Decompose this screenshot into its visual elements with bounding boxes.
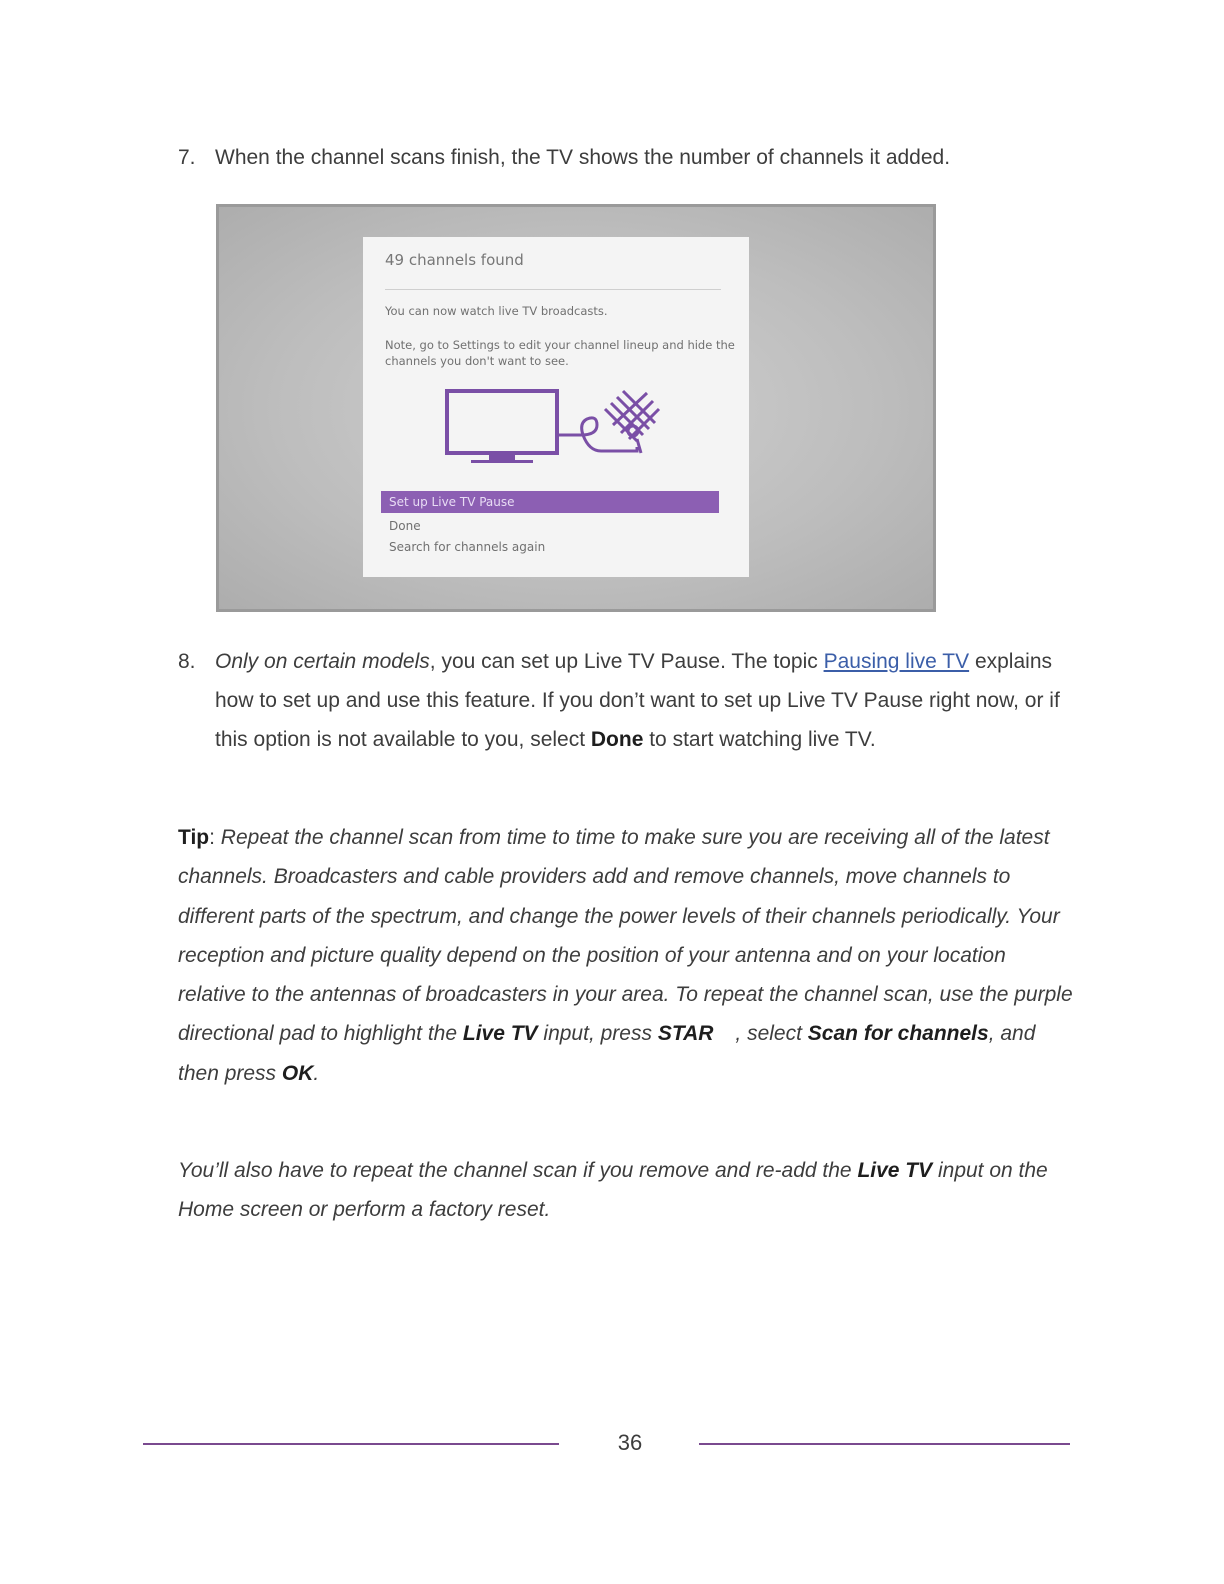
text-segment: You’ll also have to repeat the channel scan if you remove and re-add the xyxy=(178,1159,858,1182)
tip-paragraph xyxy=(178,818,1078,1093)
tv-icon xyxy=(447,391,557,463)
dialog-title: 49 channels found xyxy=(385,251,524,269)
text-segment: , and then press xyxy=(178,1022,1036,1085)
step-text: When the channel scans finish, the TV shows the number of channels it added. xyxy=(215,146,951,169)
ok-bold: OK xyxy=(281,1061,314,1085)
text-segment: , you can set up Live TV Pause. The topic xyxy=(429,650,824,673)
tv-screenshot xyxy=(216,204,936,612)
footer-rule-right xyxy=(699,1443,1070,1445)
pausing-live-tv-link[interactable]: Pausing live TV xyxy=(823,650,970,673)
star-bold: STAR xyxy=(657,1022,714,1046)
text-segment: . xyxy=(313,1061,320,1085)
menu-item-search-for-channels-again[interactable]: Search for channels again xyxy=(389,540,546,554)
live-tv-bold: Live TV xyxy=(857,1159,933,1182)
scan-for-channels-bold: Scan for channels xyxy=(807,1022,989,1046)
step-number: 8. xyxy=(178,650,196,673)
italic-intro: Only on certain models xyxy=(215,650,430,673)
page-number: 36 xyxy=(617,1430,643,1455)
tip-separator: : xyxy=(209,826,221,849)
text-segment: input on the Home screen or perform a factory reset. xyxy=(178,1159,1048,1222)
tv-antenna-illustration xyxy=(441,385,671,471)
channels-found-dialog xyxy=(363,237,749,577)
done-bold: Done xyxy=(590,728,644,751)
live-tv-bold: Live TV xyxy=(462,1022,538,1046)
dialog-note: Note, go to Settings to edit your channel lineup and hide the channels you don't want to see. xyxy=(385,338,735,368)
tip-label: Tip xyxy=(178,826,210,849)
reset-note-paragraph xyxy=(178,1151,1078,1230)
menu-item-done[interactable]: Done xyxy=(389,519,421,533)
step-number: 7. xyxy=(178,146,196,169)
text-segment: explains how to set up and use this feature. If you don’t want to set up Live TV Pause right now, or if this option is not available to you, select xyxy=(215,650,1060,751)
dialog-divider xyxy=(385,289,721,290)
menu-item-set-up-live-tv-pause[interactable]: Set up Live TV Pause xyxy=(381,491,719,513)
step-8 xyxy=(178,642,1078,759)
step-text xyxy=(215,642,1078,759)
text-segment: Repeat the channel scan from time to time to make sure you are receiving all of the latest channels. Broadcasters and cable providers add and remove channels, move channels to different parts of the spectrum, and change the power levels of their channels periodically. Your reception and picture quality depend on the position of your antenna and on your location relative to the antennas of broadcasters in your area. To repeat the channel scan, use the purple directional pad to highlight the xyxy=(178,826,1073,1046)
antenna-icon xyxy=(559,391,659,453)
step-7 xyxy=(178,138,1078,177)
dialog-message: You can now watch live TV broadcasts. xyxy=(385,304,608,318)
footer-rule-left xyxy=(143,1443,559,1445)
text-segment: input, press xyxy=(537,1022,658,1046)
text-segment: , select xyxy=(735,1022,808,1046)
text-segment: to start watching live TV. xyxy=(643,728,876,751)
